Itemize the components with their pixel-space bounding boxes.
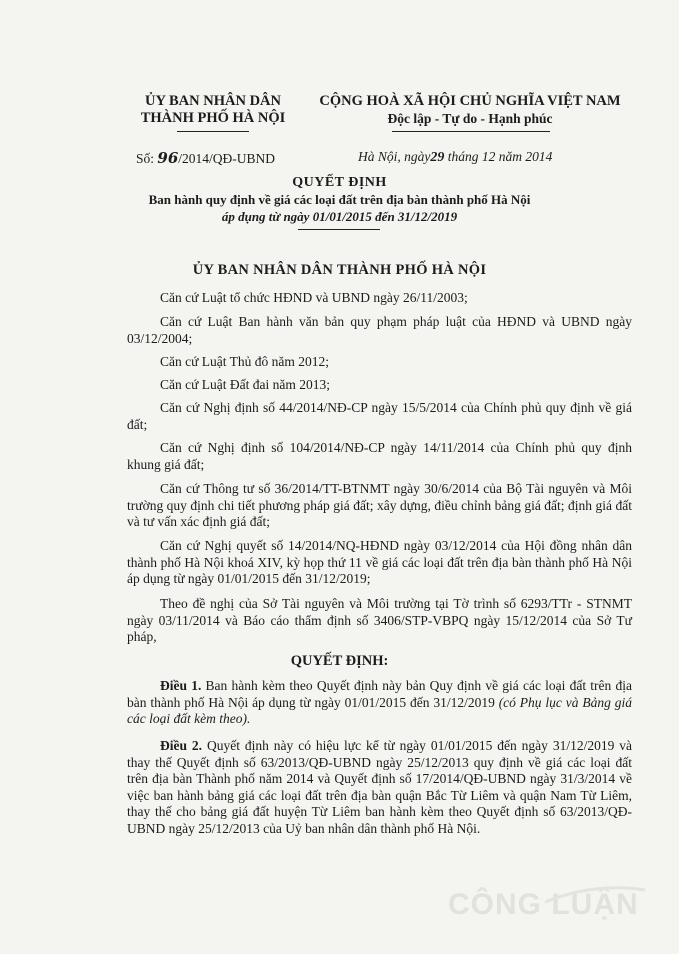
legal-basis-5: Căn cứ Nghị định số 44/2014/NĐ-CP ngày 15/5/2014 của Chính phủ quy định về giá đất; (127, 400, 632, 432)
article-1-label: Điều 1. (160, 678, 202, 693)
article-1-note: (có Phụ lục và Bảng giá các loại đất kèm theo). (127, 694, 632, 726)
doc-number-handwritten: 96 (157, 149, 179, 167)
nation-header (305, 93, 635, 128)
date-prefix: Hà Nội, ngày (358, 149, 431, 164)
article-1 (127, 678, 632, 728)
legal-basis-2: Căn cứ Luật Ban hành văn bản quy phạm pháp luật của HĐND và UBND ngày 03/12/2004; (127, 314, 632, 346)
date-handwritten: 29 (430, 150, 445, 165)
nation-name: CỘNG HOÀ XÃ HỘI CHỦ NGHĨA VIỆT NAM (319, 93, 621, 109)
article-2-label: Điều 2. (160, 738, 203, 753)
legal-basis-3: Căn cứ Luật Thủ đô năm 2012; (160, 354, 330, 369)
decision-subtitle-1: Ban hành quy định về giá các loại đất trên địa bàn thành phố Hà Nội (148, 192, 531, 207)
agency-line-1: ỦY BAN NHÂN DÂN (144, 93, 281, 109)
agency-header (128, 93, 298, 127)
legal-basis-7: Căn cứ Thông tư số 36/2014/TT-BTNMT ngày 30/6/2014 của Bộ Tài nguyên và Môi trường quy định chi tiết phương pháp giá đất; xây dựng, điều chỉnh bảng giá đất; định giá đất và tư vấn xác định giá đất; (127, 481, 632, 529)
legal-basis-1: Căn cứ Luật tổ chức HĐND và UBND ngày 26/11/2003; (160, 290, 468, 305)
doc-number-prefix: Số: (136, 151, 158, 166)
legal-basis-8: Căn cứ Nghị quyết số 14/2014/NQ-HĐND ngày 03/12/2014 của Hội đồng nhân dân thành phố Hà Nội khoá XIV, kỳ họp thứ 11 về giá các loại đất trên địa bàn thành phố Hà Nội áp dụng từ ngày 01/01/2015 đến 31/12/2019; (127, 538, 632, 586)
document-date (358, 149, 552, 166)
issuer-heading: ỦY BAN NHÂN DÂN THÀNH PHỐ HÀ NỘI (192, 262, 487, 278)
document-number (136, 149, 275, 167)
decision-title: QUYẾT ĐỊNH (292, 175, 387, 190)
nation-motto: Độc lập - Tự do - Hạnh phúc (387, 111, 553, 126)
decision-subtitle-2: áp dụng từ ngày 01/01/2015 đến 31/12/2019 (221, 209, 458, 224)
legal-basis-9: Theo đề nghị của Sở Tài nguyên và Môi trường tại Tờ trình số 6293/TTr - STNMT ngày 03/11/2014 và Báo cáo thẩm định số 3406/STP-VBPQ ngày 15/12/2014 của Sở Tư pháp, (127, 596, 632, 644)
date-suffix: tháng 12 năm 2014 (444, 149, 553, 164)
agency-underline (177, 131, 249, 132)
legal-basis-4: Căn cứ Luật Đất đai năm 2013; (160, 377, 331, 392)
article-1-text: Ban hành kèm theo Quyết định này bản Quy định về giá các loại đất trên địa bàn thành phố Hà Nội áp dụng từ ngày 01/01/2015 đến 31/12/2019 (127, 678, 632, 710)
article-2-text: Quyết định này có hiệu lực kể từ ngày 01/01/2015 đến ngày 31/12/2019 và thay thế Quyết định số 63/2013/QĐ-UBND ngày 25/12/2013 quy định về giá các loại đất trên địa bàn Thành phố năm 2014 và Quyết định số 17/2014/QĐ-UBND ngày 31/3/2014 về việc ban hành bảng giá các loại đất trên địa bàn quận Bắc Từ Liêm và quận Nam Từ Liêm, thay thế cho bảng giá đất huyện Từ Liêm ban hành kèm theo Quyết định số 63/2013/QĐ-UBND ngày 25/12/2013 của Uỷ ban nhân dân thành phố Hà Nội. (127, 738, 632, 836)
motto-underline (392, 131, 550, 132)
watermark-swoosh-icon (540, 880, 650, 910)
decision-heading: QUYẾT ĐỊNH: (290, 653, 389, 669)
title-underline (298, 229, 380, 230)
article-2 (127, 738, 632, 837)
agency-line-2: THÀNH PHỐ HÀ NỘI (140, 110, 286, 126)
watermark-logo: CÔNG LUẬN (448, 888, 639, 921)
doc-number-suffix: /2014/QĐ-UBND (178, 151, 276, 166)
legal-basis-6: Căn cứ Nghị định số 104/2014/NĐ-CP ngày 14/11/2014 của Chính phủ quy định khung giá đất; (127, 440, 632, 472)
